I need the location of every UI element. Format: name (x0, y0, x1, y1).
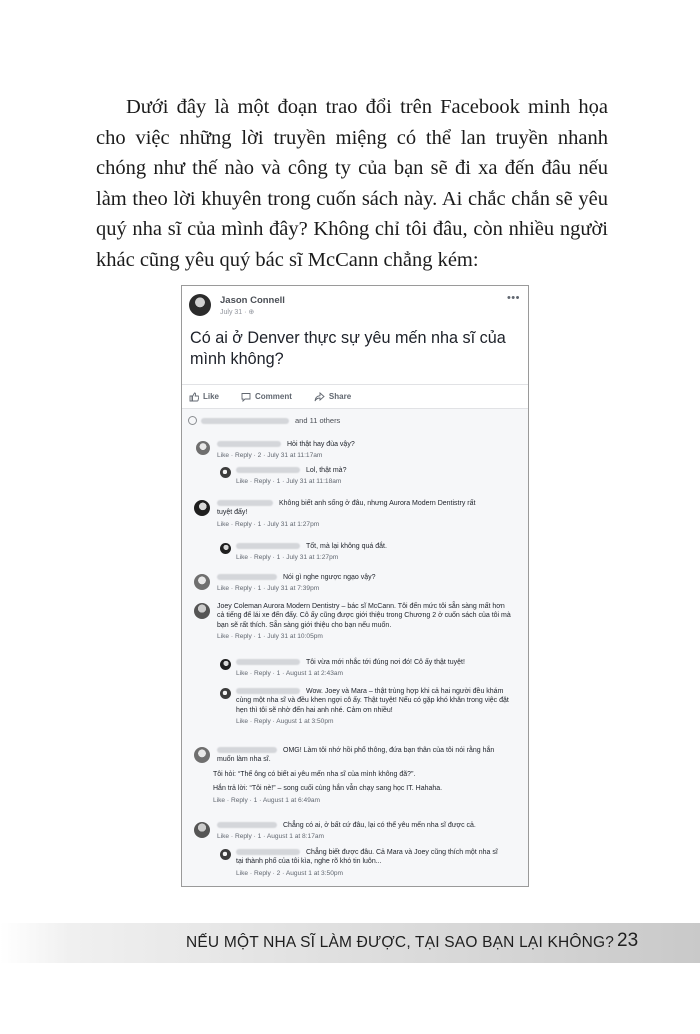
post-header (182, 286, 528, 320)
blurred-name (236, 543, 300, 549)
comment-joey-coleman: Joey Coleman Aurora Modern Dentistry – bác sĩ McCann. Tôi đến mức tôi sẵn sàng mất hơn cả tiếng để lái xe đến đấy. Cô ấy cũng được giới thiệu trong Chương 2 ở cuốn sách của tôi mà bạn sẽ rất thích. Sẵn sàng giới thiệu cho bạn nếu muốn. Like · Reply · 1 · July 31 at 10:05pm (190, 602, 520, 642)
commenter-avatar (194, 747, 210, 763)
likes-summary: and 11 others (188, 416, 340, 425)
commenter-avatar (220, 849, 231, 860)
share-icon (314, 392, 325, 402)
share-button: Share (314, 392, 351, 402)
comment: Không biết anh sống ở đâu, nhưng Aurora Modern Dentistry rất tuyệt đấy! Like · Reply · 1 · July 31 at 1:27pm (190, 499, 520, 529)
blurred-name (217, 747, 277, 753)
blurred-name (201, 418, 289, 424)
commenter-avatar (194, 603, 210, 619)
blurred-name (217, 441, 281, 447)
comment: Hỏi thật hay đùa vậy? Like · Reply · 2 · July 31 at 11:17am (190, 440, 520, 461)
commenter-avatar (194, 500, 210, 516)
commenter-avatar (220, 543, 231, 554)
blurred-name (236, 659, 300, 665)
comment-button: Comment (241, 392, 292, 402)
comments-section (182, 408, 528, 886)
comment-reply: Chẳng biết được đâu. Cả Mara và Joey cũng thích một nha sĩ tại thành phố của tôi kìa, nghe rõ khó tin luôn... Like · Reply · 2 · August 1 at 3:50pm (216, 848, 516, 878)
blurred-name (217, 574, 277, 580)
intro-paragraph: Dưới đây là một đoạn trao đổi trên Facebook minh họa cho việc những lời truyền miệng có thể lan truyền nhanh chóng như thế nào và công ty của bạn sẽ đi xa đến đâu nếu làm theo lời khuyên trong cuốn sách này. Ai chắc chắn sẽ yêu quý nha sĩ của mình đây? Không chỉ tôi đâu, còn nhiều người khác cũng yêu quý bác sĩ McCann chẳng kém: (96, 96, 608, 271)
post-text: Có ai ở Denver thực sự yêu mến nha sĩ của mình không? (190, 329, 506, 368)
comment: OMG! Làm tôi nhớ hồi phổ thông, đứa bạn thân của tôi nói rằng hắn muốn làm nha sĩ. Tôi hỏi: “Thế ông có biết ai yêu mến nha sĩ của mình không đã?”. Hắn trả lời: “Tôi nè!” – song cuối cùng hắn vẫn chạy sang học IT. Hahaha. Like · Reply · 1 · August 1 at 6:49am (190, 746, 520, 805)
comment-reply: Lol, thật mà? Like · Reply · 1 · July 31 at 11:18am (216, 466, 516, 487)
comment: Chẳng có ai, ở bất cứ đâu, lại có thể yêu mến nha sĩ được cả. Like · Reply · 1 · August 1 at 8:17am (190, 821, 520, 842)
like-reaction-icon (188, 416, 197, 425)
page-number: 23 (617, 930, 639, 951)
blurred-name (217, 500, 273, 506)
commenter-avatar (194, 574, 210, 590)
post-author: Jason Connell (220, 295, 285, 306)
commenter-avatar (220, 659, 231, 670)
thumbs-up-icon (189, 392, 199, 402)
blurred-name (236, 849, 300, 855)
running-footer-title: NẾU MỘT NHA SĨ LÀM ĐƯỢC, TẠI SAO BẠN LẠI KHÔNG? (186, 934, 615, 951)
post-date: July 31 · ⊕ (220, 309, 255, 316)
comment-icon (241, 392, 251, 402)
commenter-avatar (196, 441, 210, 455)
comment-reply: Tốt, mà lại không quá đắt. Like · Reply · 1 · July 31 at 1:27pm (216, 542, 516, 563)
blurred-name (236, 467, 300, 473)
commenter-avatar (220, 467, 231, 478)
globe-icon: ⊕ (248, 309, 255, 316)
comment: Nói gì nghe ngược ngạo vậy? Like · Reply · 1 · July 31 at 7:39pm (190, 573, 520, 594)
facebook-post-screenshot (181, 285, 529, 887)
more-options-icon: ••• (506, 292, 520, 304)
commenter-avatar (220, 688, 231, 699)
comment-reply: Wow. Joey và Mara – thật trùng hợp khi cả hai người đều khám cùng một nha sĩ và đều khen ngợi cô ấy. Thật tuyệt! Nếu có gặp khó khăn trong việc đặt hẹn thì tôi sẽ nhờ đến hai anh nhé. Cảm ơn nhiều! Like · Reply · August 1 at 3:50pm (216, 687, 516, 727)
blurred-name (217, 822, 277, 828)
author-avatar (189, 294, 211, 316)
post-action-bar (182, 384, 528, 408)
comment-meta: Like · Reply · 2 · July 31 at 11:17am (217, 452, 323, 460)
comment-reply: Tôi vừa mới nhắc tới đúng nơi đó! Cô ấy thật tuyệt! Like · Reply · 1 · August 1 at 2:43am (216, 658, 516, 679)
like-button: Like (189, 392, 219, 402)
blurred-name (236, 688, 300, 694)
commenter-avatar (194, 822, 210, 838)
